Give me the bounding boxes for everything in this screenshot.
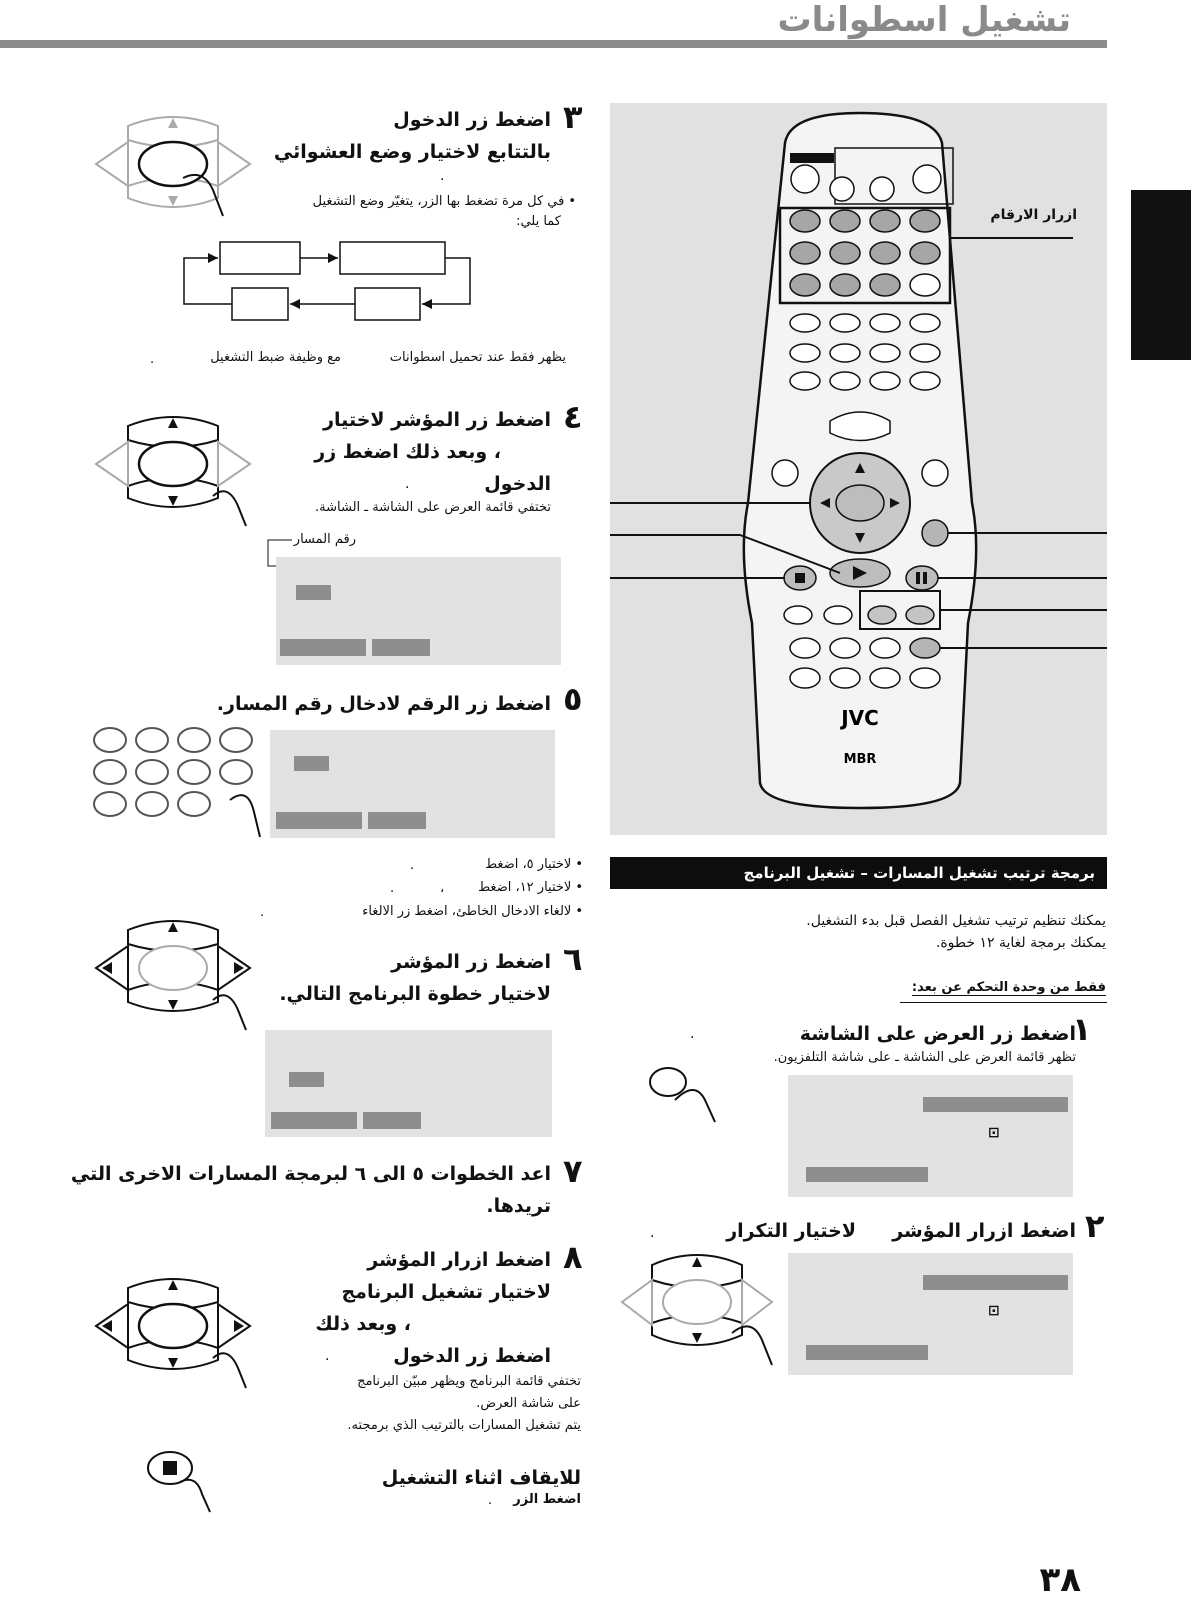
enter-button bbox=[836, 485, 884, 521]
page-title: تشغيل اسطوانات bbox=[777, 0, 1071, 40]
step-5-bullet-3: • لالغاء الادخال الخاطئ، اضغط زر الالغاء bbox=[362, 902, 583, 922]
return-button bbox=[922, 520, 948, 546]
remote-sublogo: MBR bbox=[843, 752, 877, 767]
step-6-head-1: اضغط زر المؤشر bbox=[391, 951, 551, 973]
step-8-head-4-dot: . bbox=[325, 1348, 330, 1364]
step-5-head: اضغط زر الرقم لادخال رقم المسار. bbox=[216, 693, 551, 715]
step-8-head-4: اضغط زر الدخول bbox=[393, 1345, 551, 1367]
step-8-body-1: تختفي قائمة البرنامج ويظهر مبيّن البرنامج bbox=[357, 1374, 581, 1389]
track-number-label: رقم المسار bbox=[293, 532, 356, 547]
prog-step-2-dot: . bbox=[650, 1225, 655, 1241]
stop-head: للايقاف اثناء التشغيل bbox=[381, 1467, 581, 1489]
repeat-icon-glyph-2: ⊡ bbox=[988, 1303, 1000, 1319]
power-small-1 bbox=[830, 177, 854, 201]
cursor-pad-icon-3 bbox=[88, 912, 258, 1032]
step-3-bullet-cont: كما يلي: bbox=[516, 214, 561, 229]
step-3-note-right: يظهر فقط عند تحميل اسطوانات bbox=[389, 350, 566, 365]
remote-only-note bbox=[912, 978, 1106, 998]
step-3-head-1: اضغط زر الدخول bbox=[393, 109, 551, 131]
prog-step-1-number: ١ bbox=[1072, 1010, 1092, 1048]
prog-step-1-body: تظهر قائمة العرض على الشاشة ـ على شاشة التلفزيون. bbox=[773, 1050, 1076, 1065]
cursor-pad-icon-5 bbox=[612, 1245, 782, 1375]
prog-step-1-head: اضغط زر العرض على الشاشة bbox=[799, 1023, 1076, 1045]
step-3-note-dot: . bbox=[150, 352, 155, 367]
step-5-bullet-1: • لاختيار ٥، اضغط bbox=[485, 855, 583, 875]
step-8-body-2: على شاشة العرض. bbox=[476, 1396, 581, 1411]
number-buttons-label: ازرار الارقام bbox=[990, 207, 1077, 223]
volume-buttons bbox=[830, 412, 890, 441]
program-intro-2: يمكنك برمجة لغاية ١٢ خطوة. bbox=[935, 935, 1106, 951]
power-small-2 bbox=[870, 177, 894, 201]
power-button bbox=[791, 165, 819, 193]
remote-panel bbox=[610, 103, 1107, 835]
step-8-head-3: ، وبعد ذلك bbox=[315, 1313, 411, 1335]
step-5-bullet-1-dot: . bbox=[410, 858, 415, 873]
pause-button bbox=[906, 566, 938, 590]
step-3-note-left: مع وظيفة ضبط التشغيل bbox=[210, 350, 341, 365]
cursor-pad-icon-4 bbox=[88, 1270, 258, 1390]
step-4-number: ٤ bbox=[563, 398, 583, 436]
ir-window bbox=[790, 153, 834, 163]
step-5-bullet-2-dot: . bbox=[390, 881, 395, 896]
step-5-bullet-2: • لاختيار ١٢، اضغط bbox=[478, 878, 583, 898]
power-small-3 bbox=[913, 165, 941, 193]
step-3-number: ٣ bbox=[563, 98, 583, 136]
osd-screen-4 bbox=[270, 730, 555, 838]
section-title-bar: برمجة ترتيب تشغيل المسارات – تشغيل البرنامج bbox=[610, 857, 1107, 889]
step-8-head-2: لاختيار تشغيل البرنامج bbox=[341, 1281, 551, 1303]
step-3-bullet: • في كل مرة تضغط بها الزر، يتغيّر وضع التشغيل bbox=[313, 192, 576, 212]
step-5-bullet-2-sep: ، bbox=[440, 881, 445, 896]
stop-dot: . bbox=[488, 1493, 493, 1508]
program-intro-1: يمكنك تنظيم ترتيب تشغيل الفصل قبل بدء التشغيل. bbox=[806, 913, 1106, 929]
cursor-pad-icon-2 bbox=[88, 408, 258, 528]
step-7-number: ٧ bbox=[563, 1152, 583, 1190]
step-4-head-1: اضغط زر المؤشر لاختيار bbox=[323, 409, 551, 431]
prog-step-2-head-left: لاختيار التكرار bbox=[726, 1220, 856, 1242]
step-8-body-3: يتم تشغيل المسارات بالترتيب الذي برمجته. bbox=[347, 1418, 581, 1433]
osd-screen-2 bbox=[788, 1253, 1073, 1375]
step-7-head-1: اعد الخطوات ٥ الى ٦ لبرمجة المسارات الاخرى التي bbox=[70, 1163, 551, 1185]
finger-press-icon bbox=[640, 1060, 730, 1130]
stop-body: اضغط الزر bbox=[513, 1492, 581, 1507]
step-8-number: ٨ bbox=[563, 1238, 583, 1276]
step-6-number: ٦ bbox=[563, 940, 583, 978]
step-6-head-2: لاختيار خطوة البرنامج التالي. bbox=[279, 983, 551, 1005]
step-3-head-2: بالتتابع لاختيار وضع العشوائي bbox=[273, 141, 551, 163]
prog-step-2-head-right: اضغط ازرار المؤشر bbox=[892, 1220, 1076, 1242]
step-4-head-2: ، وبعد ذلك اضغط زر bbox=[314, 441, 501, 463]
osd-screen-1 bbox=[788, 1075, 1073, 1197]
step-5-bullet-3-dot: . bbox=[260, 905, 265, 920]
header-rule bbox=[0, 40, 1107, 48]
step-4-head-3-dot: . bbox=[405, 476, 410, 492]
repeat-icon-glyph: ⊡ bbox=[988, 1125, 1000, 1141]
step-7-head-2: تريدها. bbox=[486, 1195, 551, 1217]
step-4-head-3: الدخول bbox=[484, 473, 551, 495]
stop-button-icon bbox=[140, 1446, 220, 1516]
side-tab bbox=[1131, 190, 1191, 360]
prog-step-2-number: ٢ bbox=[1085, 1207, 1105, 1245]
osd-screen-3 bbox=[276, 557, 561, 665]
step-3-dot: . bbox=[440, 168, 445, 184]
step-4-body: تختفي قائمة العرض على الشاشة ـ الشاشة. bbox=[315, 500, 551, 515]
number-keypad-icon bbox=[90, 712, 265, 842]
step-8-head-1: اضغط ازرار المؤشر bbox=[367, 1249, 551, 1271]
osd-screen-5 bbox=[265, 1030, 552, 1137]
remote-only-rule bbox=[900, 1002, 1107, 1003]
prog-step-1-dot: . bbox=[690, 1026, 695, 1042]
remote-only-text: فقط من وحدة التحكم عن بعد: bbox=[911, 980, 1106, 995]
step-5-number: ٥ bbox=[563, 680, 583, 718]
page-number: ٣٨ bbox=[1039, 1560, 1081, 1600]
cursor-pad-icon-1 bbox=[88, 108, 258, 228]
program-button bbox=[910, 638, 940, 658]
remote-brand: JVC bbox=[841, 706, 879, 730]
mode-cycle-diagram bbox=[180, 238, 480, 328]
